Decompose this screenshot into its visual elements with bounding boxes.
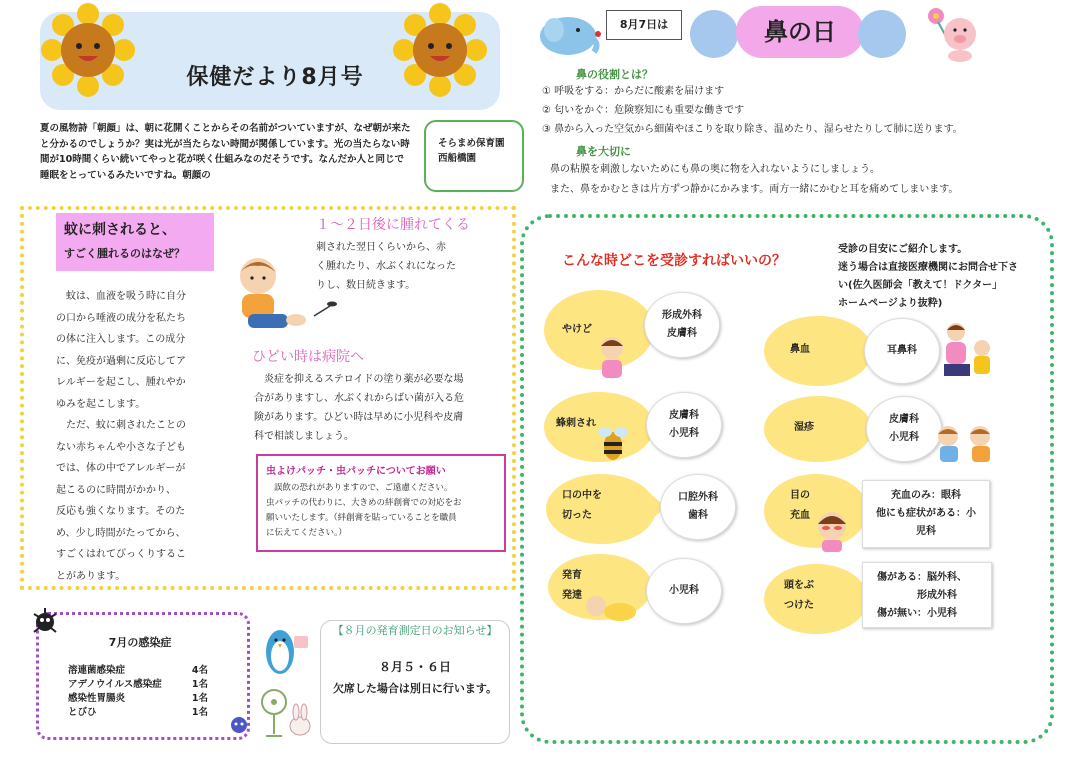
itchy-children-illustration <box>930 422 1000 464</box>
page-title: 保健だより8月号 <box>186 65 364 90</box>
department-label: 皮膚科 <box>667 328 697 339</box>
infection-count: 1名 <box>191 679 208 690</box>
infection-list <box>68 662 208 718</box>
symptom-label: 口の中を <box>562 490 602 501</box>
nose-day-title: 鼻の日 <box>736 6 864 58</box>
body-line: ゆみを起こします。 <box>56 398 146 410</box>
body-line: の口から唾液の成分を私たち <box>56 312 186 324</box>
symptom-label: 頭をぶ <box>784 580 814 591</box>
department-box <box>862 562 992 628</box>
school-name-line1: そらまめ保育園 <box>438 138 505 149</box>
child-rubbing-eyes-illustration <box>808 506 856 552</box>
infection-count: 4名 <box>191 665 208 676</box>
symptom-label: 発達 <box>562 590 582 601</box>
measurement-title: 【８月の発育測定日のお知らせ】 <box>332 624 498 637</box>
department-label: 歯科 <box>688 510 708 521</box>
body-line: ない赤ちゃんや小さな子ども <box>56 441 186 453</box>
infection-count: 1名 <box>191 693 208 704</box>
department-label: 口腔外科 <box>678 492 718 503</box>
patch-line: 誤飲の恐れがありますので、ご遠慮ください。 <box>274 483 453 493</box>
symptom-label: 蜂刺され <box>556 418 596 429</box>
sub2-line: 険があります。ひどい時は早めに小児科や皮膚 <box>254 412 464 423</box>
symptom-label: 目の <box>790 490 810 501</box>
body-line: とがあります。 <box>56 570 126 582</box>
body-line: では、体の中でアレルギーが <box>56 463 186 474</box>
infection-row <box>68 676 208 690</box>
sub1-line: 刺された翌日くらいから、赤 <box>316 242 446 253</box>
clinic-note-line: い(佐久医師会「教えて！ドクター」 <box>838 280 1003 291</box>
sub1-line: く腫れたり、水ぶくれになった <box>316 261 456 272</box>
department-label: 小児科 <box>889 432 919 443</box>
department-bubble <box>646 558 722 624</box>
department-label: 耳鼻科 <box>887 345 917 356</box>
symptom-label-box <box>784 576 814 616</box>
role-heading: 鼻の役割とは？ <box>576 68 653 81</box>
sub2-line: 合がありますし、水ぶくれからばい菌が入る危 <box>254 393 464 404</box>
department-label: 小児科 <box>669 585 699 596</box>
infection-count: 1名 <box>191 707 208 718</box>
patch-line: 虫パッチの代わりに、大きめの絆創膏での対応をお <box>266 498 462 508</box>
department-label: 充血のみ：眼科 <box>891 490 961 501</box>
care-line: また、鼻をかむときは片方ずつ静かにかみます。両方一緒にかむと耳を痛めてしまいます。 <box>550 184 959 195</box>
body-line: 反応も強くなります。そのた <box>56 506 186 517</box>
arrow-right-icon <box>616 490 666 524</box>
fan-and-bunny-icon <box>260 684 316 740</box>
mosquito-body <box>56 286 212 587</box>
germ-icon <box>30 604 60 638</box>
symptom-label-box <box>562 566 582 606</box>
body-line: ただ、蚊に刺されたことの <box>56 420 186 431</box>
intro-text: 夏の風物詩「朝顔」は、朝に花開くことからその名前がついていますが、なぜ朝が来たと分かるのでしょうか？実は光が当たらない時間が関係しています。光の当たらない時間が10時間くらい続いてやっと花が咲く仕組みなのだそうです。なんだか人と同じで睡眠をとっているみたいですね。朝顔の <box>40 123 411 181</box>
body-line: 蚊は、血液を吸う時に自分 <box>56 291 186 302</box>
role-line: ② 匂いをかぐ：危険察知にも重要な働きです <box>542 105 745 116</box>
pig-with-flower-icon <box>924 4 984 64</box>
symptom-label: 充血 <box>790 510 810 521</box>
sub2-heading: ひどい時は病院へ <box>252 349 364 365</box>
department-label: 傷がある：脳外科、 <box>877 572 967 583</box>
symptom-label: 発育 <box>562 570 582 581</box>
department-bubble <box>660 474 736 540</box>
department-label: 皮膚科 <box>669 410 699 421</box>
crawling-baby-illustration <box>582 592 640 624</box>
department-bubble <box>644 292 720 358</box>
infection-name: 溶連菌感染症 <box>68 665 126 676</box>
school-name-line2: 西船橋園 <box>438 153 477 164</box>
sub2-text <box>254 370 464 446</box>
department-box <box>862 480 990 548</box>
infection-row <box>68 704 208 718</box>
care-line: 鼻の粘膜を刺激しないためにも鼻の奥に物を入れないようにしましょう。 <box>550 164 880 175</box>
role-line: ① 呼吸をする：からだに酸素を届けます <box>542 86 725 97</box>
patch-title: 虫よけパッチ・虫パッチについてお願い <box>266 466 446 477</box>
decor-circle <box>690 10 738 58</box>
sub1-text <box>316 238 456 295</box>
symptom-label: 鼻血 <box>790 344 810 355</box>
patch-line: に伝えてください。） <box>266 528 347 538</box>
sub1-line: りし、数日続きます。 <box>316 280 416 291</box>
decor-circle <box>858 10 906 58</box>
germ-icon <box>228 712 250 736</box>
clinic-note <box>838 241 1048 313</box>
body-line: め、少し時間がたってから、 <box>56 527 186 539</box>
department-bubble <box>646 392 722 458</box>
sunflower-icon <box>392 2 488 98</box>
mosquito-title-line2: すごく腫れるのはなぜ？ <box>64 247 185 260</box>
department-bubble <box>864 318 940 384</box>
department-label: 傷が無い：小児科 <box>877 608 957 619</box>
symptom-label: つけた <box>784 600 814 611</box>
penguin-icon <box>260 620 312 678</box>
role-line: ③ 鼻から入った空気から細菌やほこりを取り除き、温めたり、湿らせたりして肺に送ります。 <box>542 124 963 135</box>
body-line: 起こるのに時間がかかり、 <box>56 484 176 496</box>
clinic-note-line: ホームページより抜粋) <box>838 298 943 309</box>
symptom-label: 切った <box>562 510 592 521</box>
department-label: 小児科 <box>669 428 699 439</box>
patch-text <box>266 481 496 541</box>
department-label: 皮膚科 <box>889 414 919 425</box>
school-name-box <box>424 120 524 192</box>
child-burn-illustration <box>594 334 634 380</box>
department-label: 形成外科 <box>662 310 702 321</box>
patch-line: 願いいたします。（絆創膏を貼っていることを職員 <box>266 513 457 523</box>
body-line: に、免疫が過剰に反応してア <box>56 355 186 367</box>
sub2-line: 科で相談しましょう。 <box>254 431 354 442</box>
department-label: 児科 <box>916 526 936 537</box>
bee-icon <box>596 420 630 464</box>
sunflower-icon <box>40 2 136 98</box>
symptom-label: 湿疹 <box>794 422 814 433</box>
mosquito-title-line1: 蚊に刺されると、 <box>64 222 176 238</box>
date-label: 8月7日は <box>606 10 682 40</box>
infection-row <box>68 690 208 704</box>
infection-title: 7月の感染症 <box>108 636 172 649</box>
measurement-note: 欠席した場合は別日に行います。 <box>332 682 498 695</box>
measurement-dates: ８月５・６日 <box>378 660 451 674</box>
clinic-note-line: 迷う場合は直接医療機関にお問合せ下さ <box>838 262 1018 273</box>
clinic-heading: こんな時どこを受診すればいいの？ <box>562 253 786 269</box>
clinic-note-line: 受診の目安にご紹介します。 <box>838 244 968 255</box>
symptom-label: やけど <box>562 324 592 335</box>
patch-notice-box <box>256 454 506 552</box>
mosquito-title-box <box>56 213 214 271</box>
elephant-icon <box>532 8 602 58</box>
care-heading: 鼻を大切に <box>576 145 631 158</box>
sub2-line: 炎症を抑えるステロイドの塗り薬が必要な場 <box>264 374 464 385</box>
infection-name: とびひ <box>68 707 97 718</box>
body-line: すごくはれてびっくりするこ <box>56 549 186 560</box>
department-label: 他にも症状がある：小 <box>876 508 976 519</box>
department-label: 形成外科 <box>877 590 957 601</box>
infection-row <box>68 662 208 676</box>
body-line: レルギーを起こし、腫れやか <box>56 377 186 388</box>
infection-name: 感染性胃腸炎 <box>68 693 126 704</box>
body-line: の体に注入します。この成分 <box>56 334 186 345</box>
symptom-label-box <box>790 486 810 526</box>
nurse-and-child-illustration <box>934 318 1000 384</box>
infection-name: アデノウイルス感染症 <box>68 679 162 690</box>
symptom-label-box <box>562 486 602 526</box>
sub1-heading: １～２日後に腫れてくる <box>316 217 470 233</box>
